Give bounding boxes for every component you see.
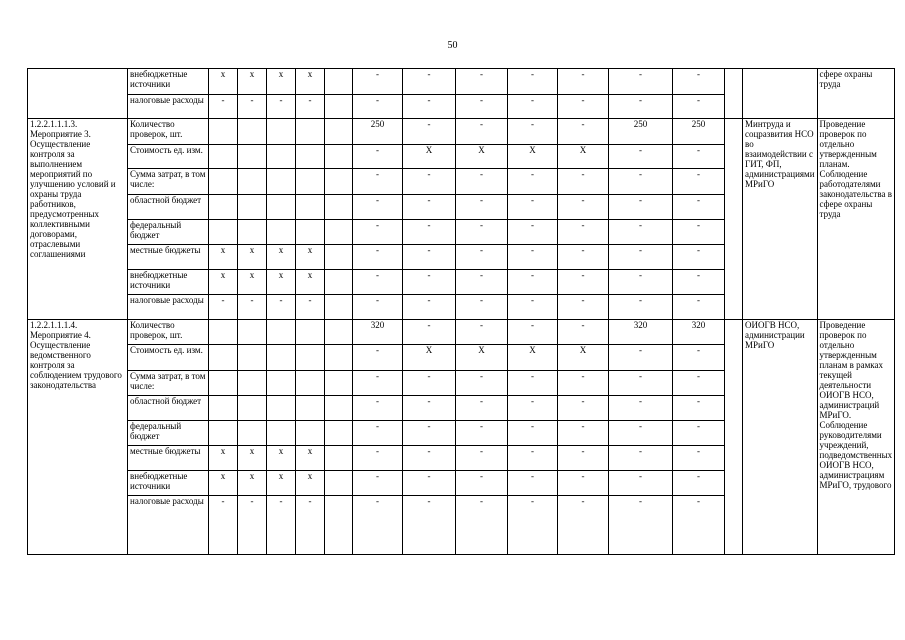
responsible-cell: ОИОГВ НСО, администрации МРиГО [743, 320, 818, 555]
value-cell: - [403, 295, 456, 320]
value-cell: - [403, 69, 456, 95]
value-cell [296, 169, 325, 195]
value-cell: - [209, 95, 238, 119]
value-cell: - [558, 371, 609, 396]
indicator-label-cell: внебюджетные источники [128, 69, 209, 95]
value-cell [267, 220, 296, 245]
value-cell [238, 320, 267, 345]
value-cell [296, 320, 325, 345]
value-cell: х [209, 446, 238, 471]
value-cell: - [353, 169, 403, 195]
indicator-label-cell: областной бюджет [128, 195, 209, 220]
value-cell [267, 320, 296, 345]
value-cell: - [609, 245, 673, 270]
value-cell: - [403, 371, 456, 396]
value-cell: - [209, 496, 238, 555]
value-cell [238, 145, 267, 169]
value-cell: - [673, 145, 725, 169]
value-cell: - [353, 245, 403, 270]
value-cell: - [456, 446, 508, 471]
value-cell [209, 145, 238, 169]
value-cell: 320 [609, 320, 673, 345]
value-cell: 250 [609, 119, 673, 145]
indicator-label-cell: Стоимость ед. изм. [128, 145, 209, 169]
value-cell [296, 145, 325, 169]
indicator-label-cell: областной бюджет [128, 396, 209, 421]
value-cell: - [609, 69, 673, 95]
value-cell: х [238, 446, 267, 471]
value-cell: - [508, 421, 558, 446]
value-cell [325, 320, 353, 345]
indicator-label-cell: внебюджетные источники [128, 270, 209, 295]
value-cell: - [296, 496, 325, 555]
value-cell [325, 396, 353, 421]
value-cell [267, 145, 296, 169]
value-cell: - [609, 471, 673, 496]
value-cell [267, 396, 296, 421]
value-cell: - [353, 295, 403, 320]
value-cell: х [296, 446, 325, 471]
value-cell: - [403, 95, 456, 119]
value-cell: - [353, 345, 403, 371]
value-cell [267, 371, 296, 396]
value-cell: х [238, 245, 267, 270]
value-cell [296, 195, 325, 220]
value-cell [267, 345, 296, 371]
measure-name-cell: 1.2.2.1.1.1.4. Мероприятие 4. Осуществление ведомственного контроля за соблюдением трудового законодательства [28, 320, 128, 555]
value-cell: X [508, 145, 558, 169]
value-cell: - [673, 95, 725, 119]
value-cell: - [456, 195, 508, 220]
value-cell: - [456, 295, 508, 320]
value-cell: - [353, 471, 403, 496]
value-cell: - [456, 169, 508, 195]
value-cell [209, 320, 238, 345]
value-cell [325, 371, 353, 396]
indicator-label-cell: местные бюджеты [128, 245, 209, 270]
value-cell: х [238, 69, 267, 95]
value-cell: - [353, 446, 403, 471]
value-cell: - [558, 496, 609, 555]
value-cell: X [403, 145, 456, 169]
value-cell: X [558, 145, 609, 169]
table-row [28, 69, 895, 95]
value-cell: - [353, 195, 403, 220]
value-cell: - [456, 396, 508, 421]
value-cell: - [609, 145, 673, 169]
value-cell [325, 345, 353, 371]
value-cell: X [558, 345, 609, 371]
value-cell [325, 471, 353, 496]
value-cell: - [609, 195, 673, 220]
value-cell: х [296, 270, 325, 295]
value-cell: - [403, 220, 456, 245]
expected-result-cell: сфере охраны труда [817, 69, 895, 119]
value-cell: - [456, 471, 508, 496]
value-cell: - [508, 195, 558, 220]
value-cell: - [403, 320, 456, 345]
value-cell: - [558, 245, 609, 270]
value-cell: - [403, 471, 456, 496]
value-cell: - [508, 320, 558, 345]
value-cell: - [456, 320, 508, 345]
value-cell: - [558, 421, 609, 446]
value-cell: 320 [673, 320, 725, 345]
responsible-cell [743, 69, 818, 119]
value-cell [325, 496, 353, 555]
value-cell [325, 95, 353, 119]
value-cell: - [609, 169, 673, 195]
indicator-label-cell: Стоимость ед. изм. [128, 345, 209, 371]
gap-cell [725, 119, 743, 320]
value-cell [238, 195, 267, 220]
value-cell: X [508, 345, 558, 371]
value-cell: - [353, 270, 403, 295]
value-cell: - [403, 195, 456, 220]
indicator-label-cell: Количество проверок, шт. [128, 119, 209, 145]
value-cell: - [609, 396, 673, 421]
value-cell: х [267, 446, 296, 471]
value-cell: х [267, 245, 296, 270]
value-cell [209, 195, 238, 220]
value-cell [238, 421, 267, 446]
value-cell: 250 [353, 119, 403, 145]
value-cell: - [403, 496, 456, 555]
value-cell: х [296, 471, 325, 496]
value-cell [325, 245, 353, 270]
value-cell: - [403, 421, 456, 446]
value-cell: - [353, 145, 403, 169]
value-cell: х [296, 69, 325, 95]
value-cell: - [673, 295, 725, 320]
value-cell: - [673, 496, 725, 555]
value-cell: 250 [673, 119, 725, 145]
value-cell: - [403, 169, 456, 195]
value-cell: - [353, 371, 403, 396]
value-cell: - [508, 270, 558, 295]
value-cell: - [267, 95, 296, 119]
value-cell: - [558, 220, 609, 245]
value-cell: - [296, 295, 325, 320]
value-cell: - [508, 471, 558, 496]
value-cell: - [558, 119, 609, 145]
value-cell: - [609, 371, 673, 396]
measure-name-cell [28, 69, 128, 119]
value-cell: - [609, 270, 673, 295]
value-cell: - [609, 220, 673, 245]
value-cell: х [267, 471, 296, 496]
value-cell: х [209, 69, 238, 95]
value-cell: - [403, 245, 456, 270]
value-cell: - [456, 421, 508, 446]
indicator-label-cell: внебюджетные источники [128, 471, 209, 496]
value-cell: х [238, 471, 267, 496]
value-cell: - [456, 95, 508, 119]
value-cell: - [609, 421, 673, 446]
value-cell [267, 169, 296, 195]
value-cell: - [353, 496, 403, 555]
value-cell: - [558, 446, 609, 471]
value-cell [325, 220, 353, 245]
value-cell [325, 270, 353, 295]
value-cell [325, 195, 353, 220]
value-cell: - [296, 95, 325, 119]
value-cell: - [403, 396, 456, 421]
value-cell [296, 345, 325, 371]
value-cell [267, 119, 296, 145]
value-cell [325, 145, 353, 169]
value-cell: - [558, 169, 609, 195]
value-cell [325, 119, 353, 145]
value-cell: - [558, 95, 609, 119]
value-cell: - [673, 270, 725, 295]
value-cell: - [673, 220, 725, 245]
indicator-label-cell: налоговые расходы [128, 496, 209, 555]
value-cell: - [558, 69, 609, 95]
value-cell [325, 295, 353, 320]
value-cell: - [558, 195, 609, 220]
value-cell: - [353, 220, 403, 245]
table-row [28, 119, 895, 145]
value-cell: - [353, 95, 403, 119]
value-cell: - [609, 345, 673, 371]
value-cell: - [673, 421, 725, 446]
value-cell [325, 169, 353, 195]
value-cell: X [456, 145, 508, 169]
value-cell: - [238, 496, 267, 555]
value-cell [209, 220, 238, 245]
value-cell: - [558, 320, 609, 345]
value-cell [238, 396, 267, 421]
value-cell: - [673, 345, 725, 371]
value-cell [296, 421, 325, 446]
expected-result-cell: Проведение проверок по отдельно утвержденным планам. Соблюдение работодателями законодательства в сфере охраны труда [817, 119, 895, 320]
value-cell: - [673, 169, 725, 195]
value-cell: - [508, 245, 558, 270]
value-cell [209, 396, 238, 421]
value-cell: - [673, 471, 725, 496]
value-cell [325, 446, 353, 471]
value-cell: - [673, 195, 725, 220]
value-cell [296, 371, 325, 396]
value-cell [267, 421, 296, 446]
value-cell: - [508, 396, 558, 421]
value-cell: - [238, 95, 267, 119]
value-cell: х [209, 270, 238, 295]
table-body [28, 69, 895, 555]
value-cell: - [403, 270, 456, 295]
value-cell [238, 220, 267, 245]
indicator-label-cell: местные бюджеты [128, 446, 209, 471]
value-cell [209, 119, 238, 145]
value-cell: - [609, 496, 673, 555]
value-cell: - [267, 496, 296, 555]
value-cell: - [353, 69, 403, 95]
value-cell: х [267, 270, 296, 295]
gap-cell [725, 320, 743, 555]
page-number: 50 [447, 40, 458, 51]
value-cell: - [353, 421, 403, 446]
value-cell: - [558, 471, 609, 496]
value-cell: - [267, 295, 296, 320]
value-cell: - [403, 119, 456, 145]
value-cell: - [673, 396, 725, 421]
value-cell: - [673, 245, 725, 270]
indicator-label-cell: налоговые расходы [128, 295, 209, 320]
expected-result-cell: Проведение проверок по отдельно утвержденным планам в рамках текущей деятельности ОИОГВ НСО, администраций МРиГО. Соблюдение руководителями учреждений, подведомственных ОИОГВ НСО, администрациям МРиГО, трудового [817, 320, 895, 555]
value-cell: - [456, 371, 508, 396]
responsible-cell: Минтруда и соцразвития НСО во взаимодействии с ГИТ, ФП, администрациями МРиГО [743, 119, 818, 320]
value-cell: - [508, 119, 558, 145]
value-cell [267, 195, 296, 220]
value-cell: - [456, 496, 508, 555]
value-cell: - [609, 446, 673, 471]
value-cell: - [508, 95, 558, 119]
value-cell: - [508, 446, 558, 471]
indicator-label-cell: налоговые расходы [128, 95, 209, 119]
value-cell: - [673, 371, 725, 396]
value-cell: - [673, 69, 725, 95]
indicator-label-cell: федеральный бюджет [128, 421, 209, 446]
value-cell: X [403, 345, 456, 371]
value-cell [238, 169, 267, 195]
value-cell [238, 371, 267, 396]
value-cell [296, 220, 325, 245]
value-cell: - [508, 220, 558, 245]
value-cell: - [238, 295, 267, 320]
value-cell: 320 [353, 320, 403, 345]
value-cell: х [238, 270, 267, 295]
value-cell [209, 345, 238, 371]
value-cell: - [456, 69, 508, 95]
program-table [27, 68, 895, 555]
value-cell: - [508, 69, 558, 95]
value-cell: - [353, 396, 403, 421]
indicator-label-cell: Количество проверок, шт. [128, 320, 209, 345]
value-cell: х [296, 245, 325, 270]
value-cell: - [673, 446, 725, 471]
value-cell: - [456, 270, 508, 295]
value-cell: х [267, 69, 296, 95]
value-cell [296, 119, 325, 145]
value-cell: X [456, 345, 508, 371]
value-cell [209, 371, 238, 396]
value-cell: - [456, 220, 508, 245]
value-cell [238, 345, 267, 371]
table-row [28, 320, 895, 345]
indicator-label-cell: федеральный бюджет [128, 220, 209, 245]
value-cell: - [456, 119, 508, 145]
value-cell [325, 69, 353, 95]
value-cell: - [209, 295, 238, 320]
value-cell: - [508, 169, 558, 195]
value-cell: - [456, 245, 508, 270]
indicator-label-cell: Сумма затрат, в том числе: [128, 371, 209, 396]
measure-name-cell: 1.2.2.1.1.1.3. Мероприятие 3. Осуществление контроля за выполнением мероприятий по улучшению условий и охраны труда работников, предусмотренных коллективными договорами, отраслевыми соглашениями [28, 119, 128, 320]
gap-cell [725, 69, 743, 119]
value-cell: - [508, 295, 558, 320]
value-cell: - [558, 396, 609, 421]
value-cell: - [558, 270, 609, 295]
value-cell [325, 421, 353, 446]
value-cell: - [508, 496, 558, 555]
value-cell: - [403, 446, 456, 471]
indicator-label-cell: Сумма затрат, в том числе: [128, 169, 209, 195]
value-cell [238, 119, 267, 145]
value-cell: - [508, 371, 558, 396]
value-cell: - [609, 295, 673, 320]
value-cell: х [209, 471, 238, 496]
value-cell: - [558, 295, 609, 320]
value-cell: - [609, 95, 673, 119]
value-cell [209, 169, 238, 195]
value-cell [296, 396, 325, 421]
value-cell [209, 421, 238, 446]
value-cell: х [209, 245, 238, 270]
